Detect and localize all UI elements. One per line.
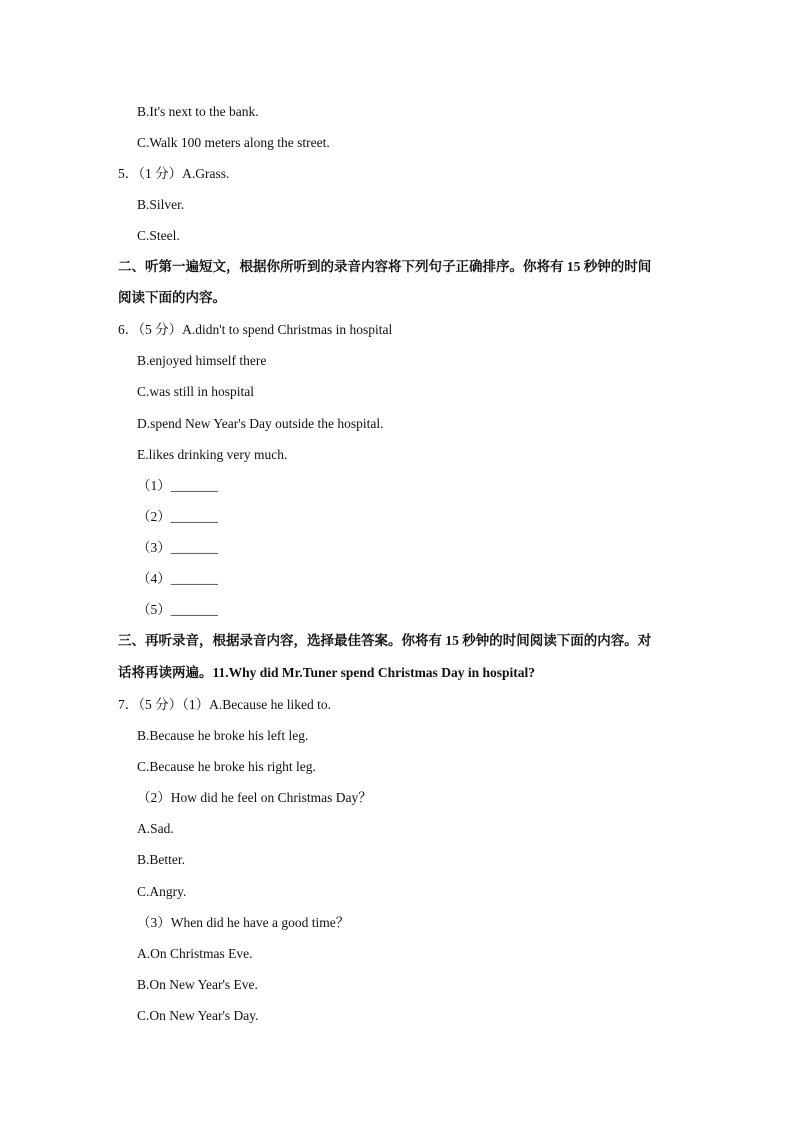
question-line: 7．（5 分）（1）A.Because he liked to.	[118, 697, 331, 712]
option-line: C.Angry.	[137, 884, 187, 899]
option-line: C.was still in hospital	[137, 384, 255, 399]
option-line: B.Because he broke his left leg.	[137, 728, 309, 743]
answer-blank: （3）_______	[137, 540, 218, 555]
option-line: A.On Christmas Eve.	[137, 946, 253, 961]
option-line: C.On New Year's Day.	[137, 1008, 259, 1023]
option-line: B.Better.	[137, 852, 185, 867]
answer-blank: （5）_______	[137, 602, 218, 617]
option-line: B.enjoyed himself there	[137, 353, 267, 368]
sub-question: （2）How did he feel on Christmas Day？	[137, 790, 372, 805]
question-line: 5．（1 分）A.Grass.	[118, 166, 230, 181]
sub-question: （3）When did he have a good time？	[137, 915, 350, 930]
option-line: B.It's next to the bank.	[137, 104, 259, 119]
option-line: E.likes drinking very much.	[137, 447, 288, 462]
option-line: A.Sad.	[137, 821, 174, 836]
answer-blank: （1）_______	[137, 478, 218, 493]
option-line: B.On New Year's Eve.	[137, 977, 258, 992]
option-line: B.Silver.	[137, 197, 185, 212]
section-heading: 三、再听录音，根据录音内容，选择最佳答案。你将有 15 秒钟的时间阅读下面的内容。对	[118, 633, 652, 648]
answer-blank: （2）_______	[137, 509, 218, 524]
section-heading: 阅读下面的内容。	[118, 290, 226, 305]
option-line: C.Steel.	[137, 228, 180, 243]
option-line: C.Because he broke his right leg.	[137, 759, 316, 774]
section-heading: 话将再读两遍。11.Why did Mr.Tuner spend Christmas Day in hospital?	[118, 665, 535, 680]
section-heading: 二、听第一遍短文，根据你所听到的录音内容将下列句子正确排序。你将有 15 秒钟的时间	[118, 259, 652, 274]
question-line: 6．（5 分）A.didn't to spend Christmas in hospital	[118, 322, 393, 337]
option-line: C.Walk 100 meters along the street.	[137, 135, 330, 150]
option-line: D.spend New Year's Day outside the hospital.	[137, 416, 384, 431]
answer-blank: （4）_______	[137, 571, 218, 586]
